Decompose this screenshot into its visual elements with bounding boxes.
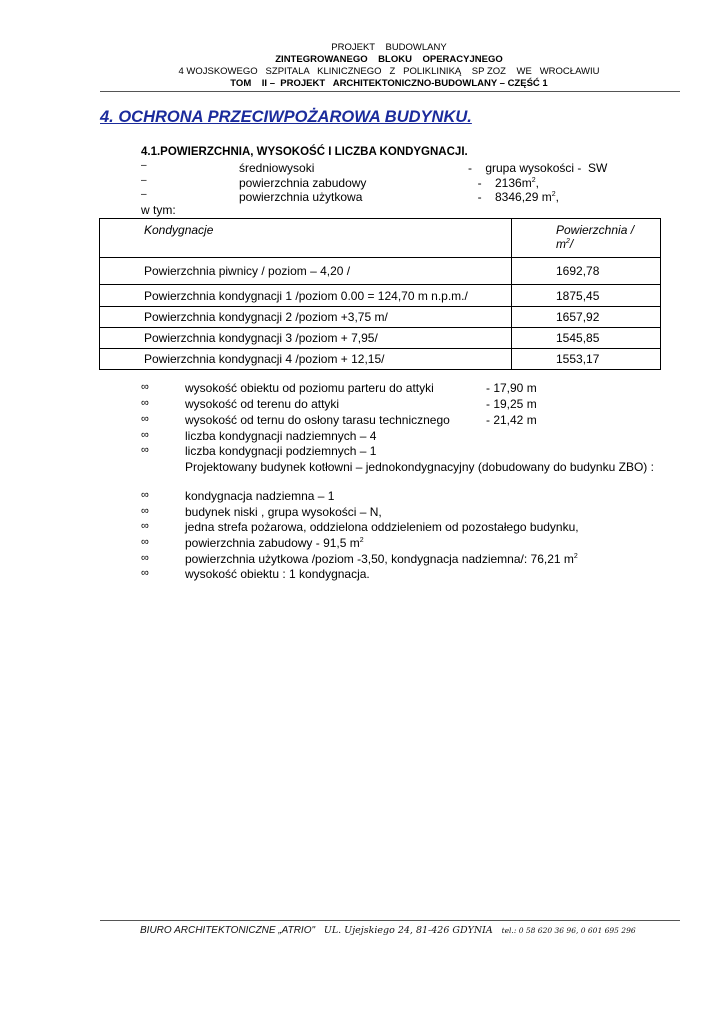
infinity-bullet-icon: ∞: [141, 381, 149, 393]
info-value: - grupa wysokości - SW: [468, 161, 608, 175]
info-row: [141, 190, 661, 206]
info-label: powierzchnia zabudowy: [239, 176, 367, 190]
list-item-value: - 17,90 m: [486, 381, 537, 395]
list-item: [141, 413, 671, 429]
dash-marker: –: [141, 189, 147, 200]
list-item-text: powierzchnia użytkowa /poziom -3,50, kondygnacja nadziemna/: 76,21 $m^2$: [185, 552, 578, 566]
list-item-text: liczba kondygnacji nadziemnych – 4: [185, 429, 377, 443]
infinity-bullet-icon: ∞: [141, 413, 149, 425]
footer-company: BIURO ARCHITEKTONICZNE „ATRIO": [140, 925, 316, 936]
list-item: [141, 505, 671, 521]
dash-marker: –: [141, 160, 147, 171]
table-row: [100, 349, 661, 370]
infinity-bullet-icon: ∞: [141, 536, 149, 548]
w-tym-label: w tym:: [141, 203, 176, 217]
list-item-text: powierzchnia zabudowy - 91,5 $m^2$: [185, 536, 364, 550]
table-row: [100, 258, 661, 285]
document-header: [100, 42, 678, 90]
row-value: 1875,45: [512, 285, 661, 307]
header-line-4: TOM II – PROJEKT ARCHITEKTONICZNO-BUDOWLANY – CZĘŚĆ 1: [230, 78, 548, 89]
list-item-text: liczba kondygnacji podziemnych – 1: [185, 444, 377, 458]
row-label: Powierzchnia kondygnacji 4 /poziom + 12,15/: [100, 349, 512, 370]
list-item-text: jedna strefa pożarowa, oddzielona oddzieleniem od pozostałego budynku,: [185, 520, 579, 534]
footer-address: UL. Ujejskiego 24, 81-426 GDYNIA: [323, 925, 493, 936]
list-item-value: - 21,42 m: [486, 413, 537, 427]
list-item-text: wysokość obiektu od poziomu parteru do attyki: [185, 381, 434, 395]
list-item: [141, 397, 671, 413]
infinity-bullet-icon: ∞: [141, 489, 149, 501]
infinity-bullet-icon: ∞: [141, 505, 149, 517]
list-item: [141, 381, 671, 397]
infinity-bullet-icon: ∞: [141, 520, 149, 532]
infinity-bullet-icon: ∞: [141, 444, 149, 456]
infinity-bullet-icon: ∞: [141, 552, 149, 564]
list-item-text: kondygnacja nadziemna – 1: [185, 489, 335, 503]
list-item: [141, 489, 671, 505]
row-label: Powierzchnia kondygnacji 2 /poziom +3,75 m/: [100, 307, 512, 328]
row-value: 1692,78: [512, 258, 661, 285]
list-item: [141, 552, 671, 568]
list-item: [141, 429, 671, 445]
chapter-title: 4. OCHRONA PRZECIWPOŻAROWA BUDYNKU.: [100, 108, 472, 126]
header-divider: [100, 91, 680, 92]
list-item-text: wysokość od ternu do osłony tarasu technicznego: [185, 413, 450, 427]
list-item-value: - 19,25 m: [486, 397, 537, 411]
infinity-bullet-icon: ∞: [141, 397, 149, 409]
document-footer: [140, 925, 636, 936]
list-item-text: wysokość obiektu : 1 kondygnacja.: [185, 567, 370, 581]
infinity-bullet-icon: ∞: [141, 567, 149, 579]
row-value: 1553,17: [512, 349, 661, 370]
list-item: [141, 567, 671, 583]
row-label: Powierzchnia kondygnacji 1 /poziom 0.00 = 124,70 m n.p.m./: [100, 285, 512, 307]
list-item-text: wysokość od terenu do attyki: [185, 397, 340, 411]
info-label: powierzchnia użytkowa: [239, 190, 363, 204]
table-header-row: [100, 219, 661, 258]
header-line-2: ZINTEGROWANEGO BLOKU OPERACYJNEGO: [275, 54, 503, 65]
info-value: - $2136m^2$,: [471, 176, 539, 190]
list-item: [141, 536, 671, 552]
table-row: [100, 285, 661, 307]
list-item: [141, 520, 671, 536]
row-value: 1545,85: [512, 328, 661, 349]
info-label: średniowysoki: [239, 161, 315, 175]
footer-divider: [100, 920, 680, 921]
row-value: 1657,92: [512, 307, 661, 328]
floor-area-table: [99, 218, 661, 370]
header-cell-powierzchnia: Powierzchnia / $m^2/$: [512, 219, 661, 258]
row-label: Powierzchnia piwnicy / poziom – 4,20 /: [100, 258, 512, 285]
footer-phone: tel.: 0 58 620 36 96, 0 601 695 296: [501, 926, 636, 935]
list-item-text: budynek niski , grupa wysokości – N,: [185, 505, 382, 519]
dash-marker: –: [141, 175, 147, 186]
info-value: - 8346,29 $m^2$,: [471, 190, 559, 204]
infinity-bullet-icon: ∞: [141, 429, 149, 441]
list-item: [141, 444, 671, 460]
header-line-3: 4 WOJSKOWEGO SZPITALA KLINICZNEGO Z POLIKLINIKĄ SP ZOZ WE WROCŁAWIU: [178, 66, 600, 77]
section-heading: 4.1.POWIERZCHNIA, WYSOKOŚĆ I LICZBA KONDYGNACJI.: [141, 146, 468, 158]
header-cell-kondygnacje: Kondygnacje: [100, 219, 512, 258]
info-row: [141, 161, 661, 177]
table-row: [100, 307, 661, 328]
boiler-house-paragraph: Projektowany budynek kotłowni – jednokondygnacyjny (dobudowany do budynku ZBO) :: [185, 460, 654, 474]
table-row: [100, 328, 661, 349]
header-line-1: PROJEKT BUDOWLANY: [331, 42, 447, 53]
row-label: Powierzchnia kondygnacji 3 /poziom + 7,95/: [100, 328, 512, 349]
